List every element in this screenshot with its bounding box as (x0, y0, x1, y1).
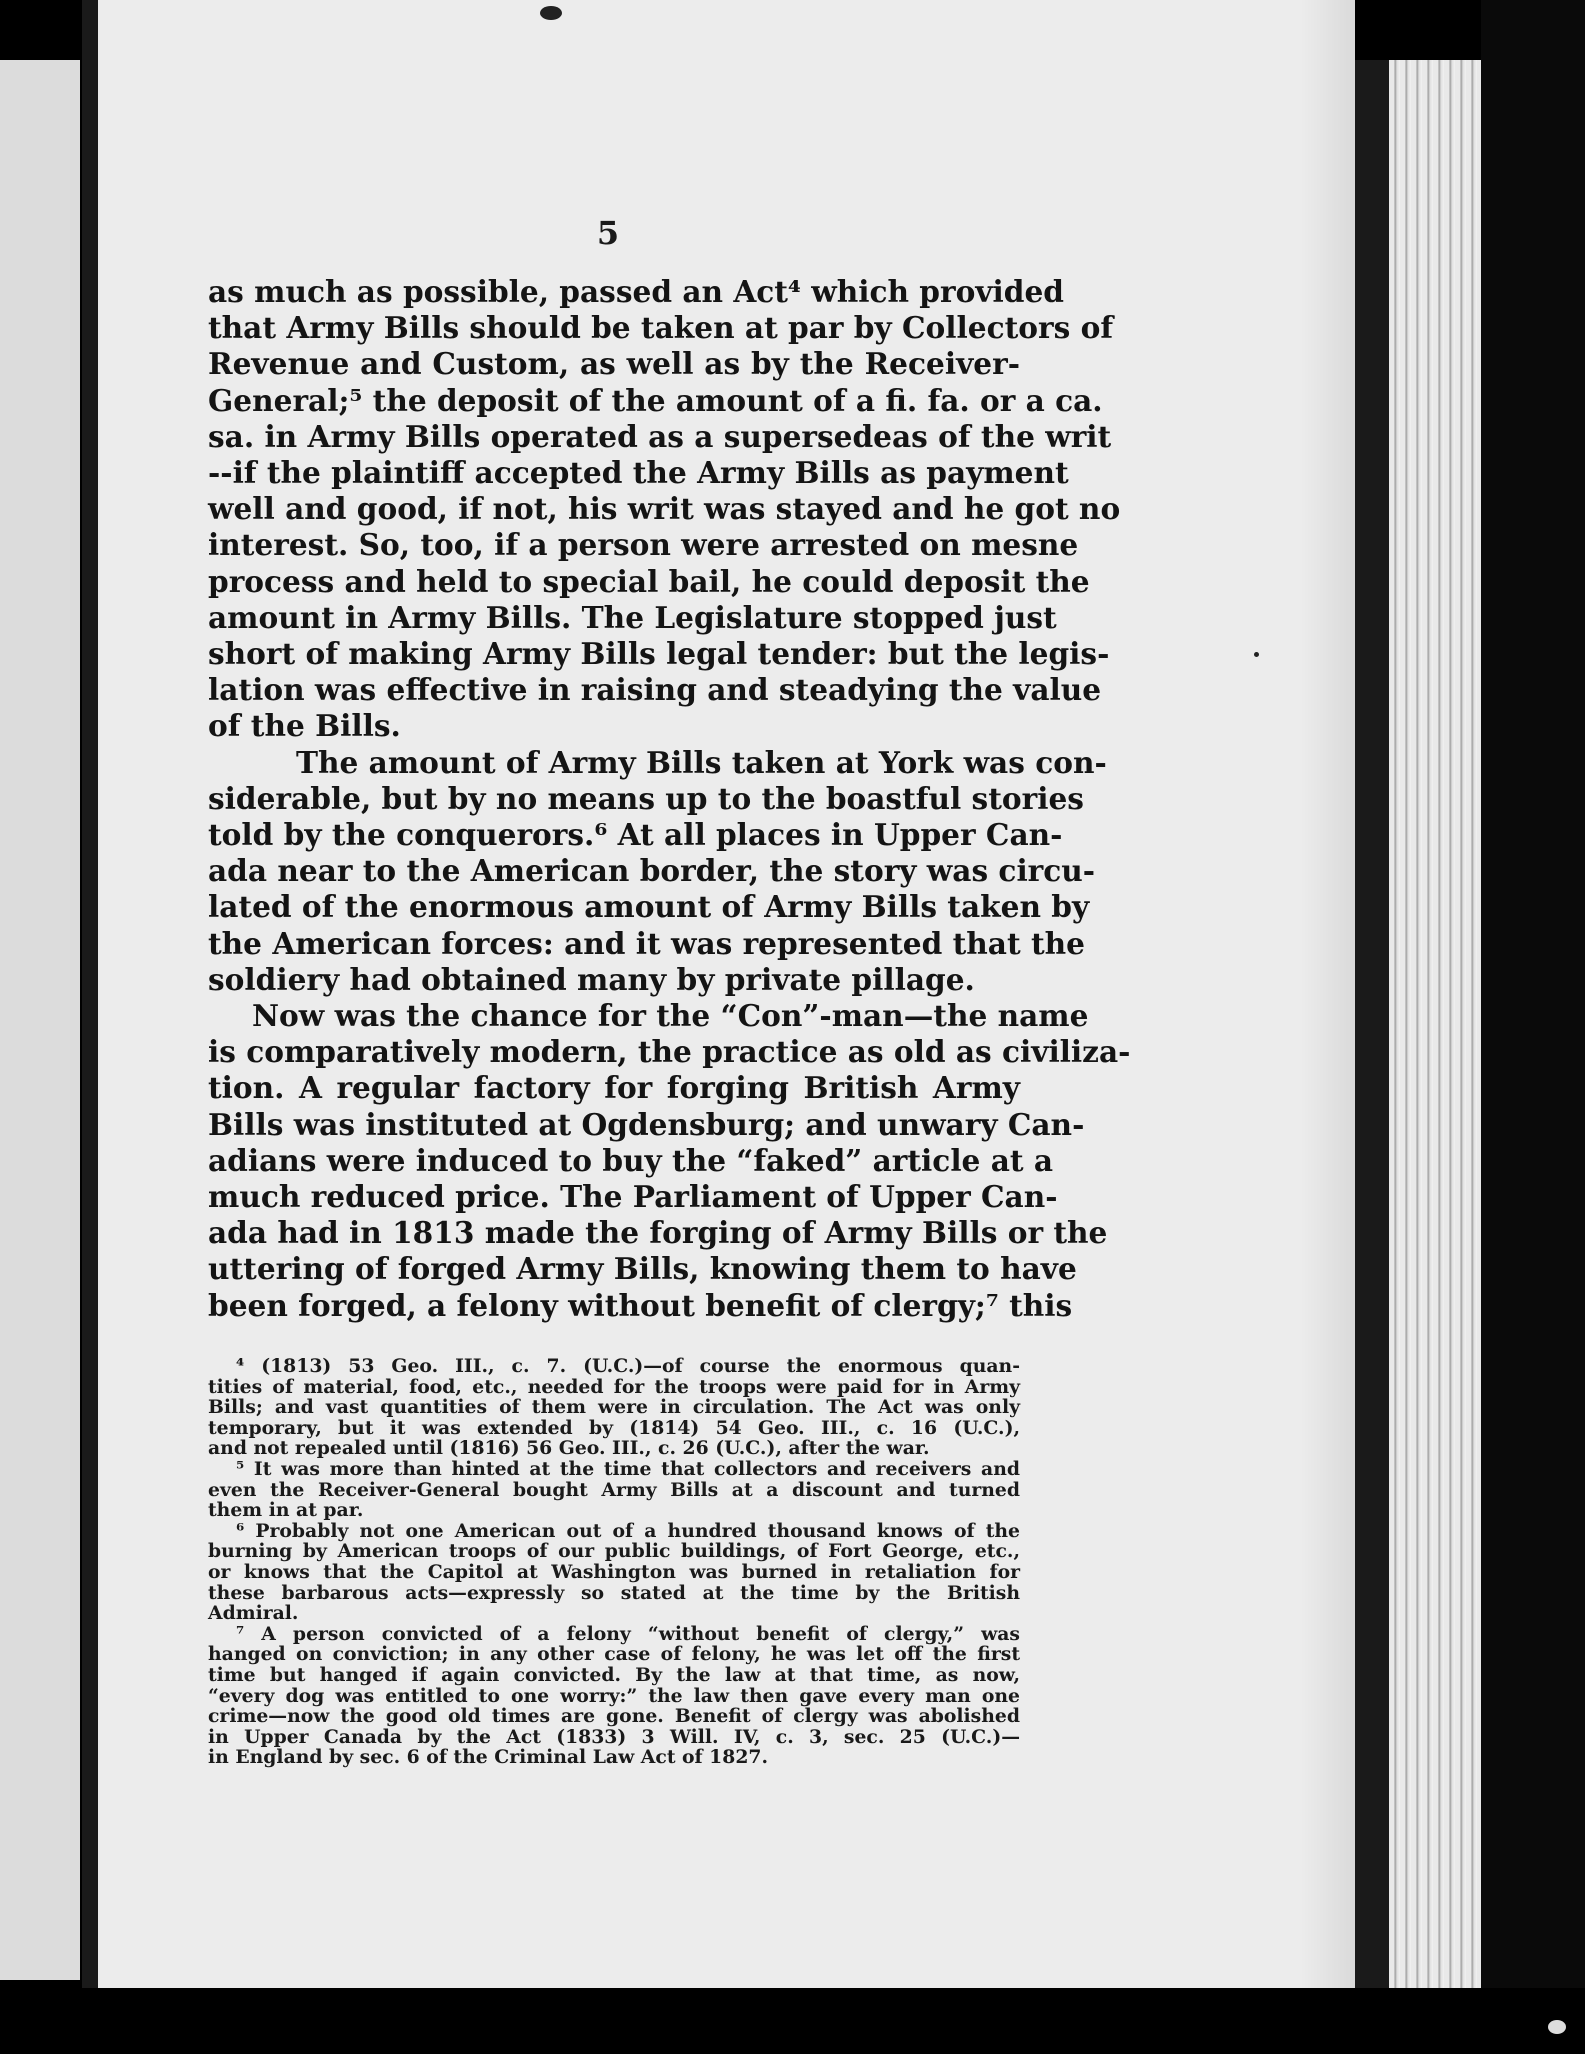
scan-speck (1254, 652, 1259, 657)
body-line: been forged, a felony without benefit of clergy;⁷ this (208, 1287, 1073, 1323)
body-line: Revenue and Custom, as well as by the Receiver- (208, 346, 1020, 382)
footnote-line: these barbarous acts—expressly so stated at the time by the British (208, 1581, 1020, 1604)
page-curve-shadow (1300, 0, 1355, 1988)
body-line: The amount of Army Bills taken at York was con- (296, 744, 1107, 780)
body-line: --if the plaintiff accepted the Army Bills as payment (208, 455, 1069, 491)
book-page-top (98, 0, 1355, 60)
footnote-line: ⁷ A person convicted of a felony “without benefit of clergy,” was (236, 1622, 1020, 1645)
body-line: is comparatively modern, the practice as old as civiliza- (208, 1034, 1131, 1070)
body-line: General;⁵ the deposit of the amount of a fi. fa. or a ca. (208, 382, 1103, 418)
body-line: process and held to special bail, he could deposit the (208, 563, 1090, 599)
footnote-line: time but hanged if again convicted. By the law at that time, as now, (208, 1663, 1020, 1686)
body-line: as much as possible, passed an Act⁴ which provided (208, 274, 1064, 309)
footnote-line: and not repealed until (1816) 56 Geo. III., c. 26 (U.C.), after the war. (208, 1437, 930, 1460)
scan-right-border (1481, 0, 1585, 2054)
body-line: told by the conquerors.⁶ At all places in Upper Can- (208, 817, 1063, 853)
body-line: lated of the enormous amount of Army Bills taken by (208, 889, 1090, 925)
facing-page-edge (0, 60, 80, 1980)
body-line: uttering of forged Army Bills, knowing them to have (208, 1251, 1077, 1287)
footnotes (208, 1356, 1020, 1768)
body-line: well and good, if not, his writ was stayed and he got no (208, 491, 1121, 527)
footnote-line: Admiral. (208, 1602, 299, 1625)
body-line: much reduced price. The Parliament of Upper Can- (208, 1179, 1058, 1215)
body-line: Now was the chance for the “Con”-man—the name (252, 998, 1089, 1034)
binding-shadow-left (82, 0, 98, 2054)
body-text (208, 274, 1131, 1324)
stacked-page-edges (1389, 60, 1481, 1988)
body-line: the American forces: and it was represented that the (208, 925, 1085, 961)
body-line: adians were induced to buy the “faked” article at a (208, 1142, 1054, 1178)
scan-speck (1548, 2020, 1566, 2034)
page-number: 5 (596, 214, 620, 252)
footnote-line: in Upper Canada by the Act (1833) 3 Will. IV, c. 3, sec. 25 (U.C.)— (208, 1725, 1020, 1748)
footnote-line: Bills; and vast quantities of them were in circulation. The Act was only (208, 1396, 1020, 1419)
footnote-line: “every dog was entitled to one worry:” the law then gave every man one (208, 1684, 1020, 1707)
body-line: that Army Bills should be taken at par by Collectors of (208, 310, 1114, 346)
footnote-line: hanged on conviction; in any other case of felony, he was let off the first (208, 1643, 1020, 1666)
body-line: of the Bills. (208, 708, 401, 744)
footnote-line: ⁵ It was more than hinted at the time that collectors and receivers and (236, 1457, 1020, 1480)
body-line: Bills was instituted at Ogdensburg; and unwary Can- (208, 1106, 1085, 1142)
body-line: lation was effective in raising and steadying the value (208, 672, 1102, 708)
footnote-line: even the Receiver-General bought Army Bills at a discount and turned (208, 1478, 1020, 1501)
body-line: sa. in Army Bills operated as a supersedeas of the writ (208, 418, 1112, 454)
footnote-line: ⁶ Probably not one American out of a hundred thousand knows of the (236, 1519, 1020, 1542)
body-line: interest. So, too, if a person were arrested on mesne (208, 527, 1079, 563)
body-line: amount in Army Bills. The Legislature stopped just (208, 599, 1057, 635)
footnote-line: them in at par. (208, 1499, 364, 1522)
scan-bottom-border (0, 1988, 1585, 2054)
footnote-line: tities of material, food, etc., needed for the troops were paid for in Army (208, 1375, 1020, 1398)
body-line: tion. A regular factory for forging British Army (208, 1070, 1020, 1106)
footnote-line: crime—now the good old times are gone. Benefit of clergy was abolished (208, 1705, 1020, 1728)
body-line: short of making Army Bills legal tender: but the legis- (208, 636, 1110, 672)
footnote-line: or knows that the Capitol at Washington was burned in retaliation for (208, 1560, 1020, 1583)
footnote-line: ⁴ (1813) 53 Geo. III., c. 7. (U.C.)—of course the enormous quan- (236, 1355, 1020, 1377)
body-line: soldiery had obtained many by private pillage. (208, 961, 975, 997)
scan-speck (540, 6, 562, 20)
footnote-line: burning by American troops of our public buildings, of Fort George, etc., (208, 1540, 1020, 1563)
binding-gutter-right (1355, 60, 1389, 1988)
footnote-line: temporary, but it was extended by (1814) 54 Geo. III., c. 16 (U.C.), (208, 1416, 1020, 1439)
body-line: ada had in 1813 made the forging of Army Bills or the (208, 1215, 1108, 1251)
body-line: ada near to the American border, the story was circu- (208, 853, 1096, 889)
footnote-line: in England by sec. 6 of the Criminal Law Act of 1827. (208, 1746, 768, 1769)
body-line: siderable, but by no means up to the boastful stories (208, 780, 1084, 816)
